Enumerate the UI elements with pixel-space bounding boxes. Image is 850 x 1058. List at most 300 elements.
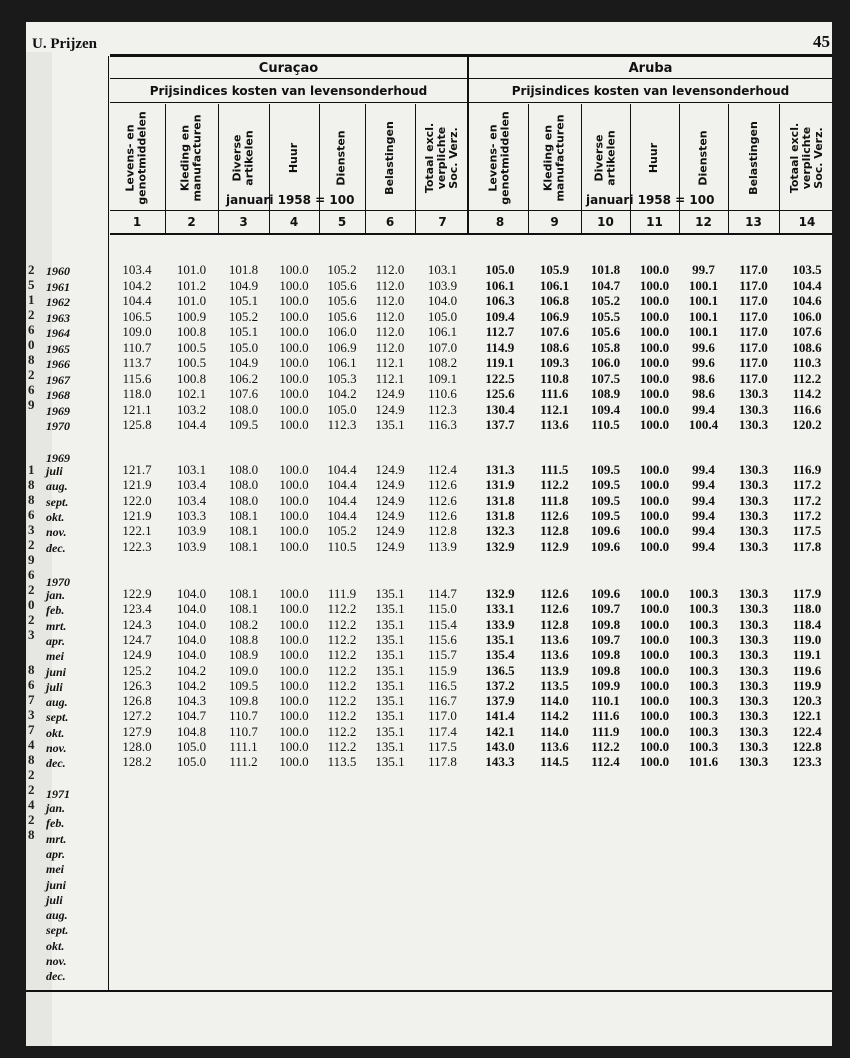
table-cell: 108.9 [590, 386, 621, 401]
column-divider [415, 104, 416, 234]
table-cell: 100.5 [176, 339, 207, 355]
table-cell: 106.0 [792, 308, 822, 324]
table-cell: 108.1 [228, 507, 259, 523]
table-cell: 104.2 [327, 386, 357, 401]
table-cell: 100.0 [639, 693, 670, 709]
table-cell: 105.1 [228, 293, 259, 308]
table-cell: 105.2 [228, 308, 259, 324]
table-cell: 107.0 [427, 339, 458, 355]
table-cell: 100.0 [279, 647, 309, 663]
table-cell: 135.1 [375, 417, 405, 432]
column-header-label: Diensten [696, 130, 710, 186]
table-cell: 126.8 [122, 693, 152, 709]
table-cell: 104.7 [176, 708, 207, 724]
table-cell: 104.0 [176, 647, 207, 663]
table-cell: 99.7 [692, 262, 715, 277]
row-label: 1962 [46, 295, 70, 309]
table-cell: 112.2 [792, 370, 822, 386]
table-cell: 124.9 [122, 647, 152, 663]
table-cell: 107.5 [590, 370, 621, 386]
table-cell: 100.0 [639, 308, 670, 324]
column-number: 7 [438, 215, 447, 229]
table-cell: 98.6 [692, 386, 715, 401]
table-cell: 104.8 [176, 723, 207, 739]
table-cell: 135.1 [375, 677, 405, 693]
table-cell: 99.6 [692, 339, 715, 355]
row-label: mrt. [46, 618, 67, 633]
table-cell: 132.9 [485, 538, 515, 554]
table-cell: 100.4 [688, 417, 719, 432]
table-cell: 124.9 [375, 401, 405, 417]
column-number: 9 [550, 215, 559, 229]
table-cell: 104.7 [590, 277, 621, 293]
table-cell: 109.0 [228, 662, 259, 678]
table-cell: 101.6 [688, 754, 719, 770]
table-cell: 106.9 [539, 308, 570, 324]
row-label: nov. [46, 954, 67, 968]
table-cell: 135.1 [375, 662, 405, 678]
table-cell: 131.8 [485, 507, 515, 523]
table-cell: 130.3 [738, 417, 769, 432]
table-cell: 100.3 [688, 723, 719, 739]
table-cell: 106.1 [485, 277, 515, 293]
table-cell: 113.6 [540, 647, 569, 663]
strip-number: 8 [28, 662, 35, 677]
column-header [635, 104, 675, 212]
table-cell: 102.1 [176, 386, 207, 401]
table-cell: 107.6 [228, 386, 259, 401]
table-cell: 137.2 [485, 677, 515, 693]
table-cell: 100.0 [279, 754, 309, 770]
strip-number: 4 [28, 737, 35, 752]
strip-number: 1 [28, 462, 35, 477]
column-divider [218, 104, 219, 234]
table-cell: 100.0 [639, 662, 670, 678]
table-cell: 109.6 [590, 538, 621, 554]
table-cell: 124.9 [375, 492, 405, 508]
row-label: jan. [46, 801, 66, 815]
table-cell: 105.8 [590, 339, 621, 355]
table-cell: 112.2 [327, 601, 357, 617]
table-cell: 100.0 [279, 477, 309, 493]
table-cell: 104.2 [176, 677, 207, 693]
table-cell: 99.4 [692, 538, 715, 554]
table-cell: 104.0 [176, 631, 207, 647]
table-cell: 100.0 [639, 523, 670, 539]
table-cell: 100.5 [176, 355, 207, 370]
table-cell: 109.8 [590, 647, 621, 663]
table-cell: 104.2 [122, 277, 152, 293]
table-cell: 114.2 [540, 708, 569, 724]
column-header [117, 104, 157, 212]
table-cell: 124.7 [122, 631, 152, 647]
strip-number: 0 [28, 597, 35, 612]
table-cell: 117.8 [792, 538, 822, 554]
table-cell: 100.1 [688, 277, 719, 293]
row-label: okt. [46, 938, 65, 953]
table-cell: 109.6 [590, 586, 621, 601]
table-cell: 110.5 [327, 538, 357, 554]
table-cell: 100.0 [639, 355, 670, 370]
table-cell: 100.0 [639, 324, 670, 339]
table-cell: 100.0 [279, 462, 309, 477]
table-cell: 122.4 [792, 723, 822, 739]
table-cell: 124.9 [375, 507, 405, 523]
table-cell: 112.0 [375, 277, 405, 293]
region-title-curacao: Curaçao [258, 61, 319, 76]
table-cell: 131.3 [485, 462, 515, 477]
row-label: dec. [46, 756, 66, 771]
table-cell: 135.1 [375, 631, 405, 647]
table-cell: 105.0 [176, 754, 207, 770]
table-cell: 113.5 [540, 677, 569, 693]
table-cell: 101.8 [228, 262, 259, 277]
table-cell: 108.1 [228, 523, 259, 539]
table-cell: 117.5 [792, 523, 822, 539]
table-cell: 117.0 [739, 293, 768, 308]
table-cell: 108.6 [539, 339, 570, 355]
subtitle-aruba: Prijsindices kosten van levensonderhoud [511, 84, 790, 98]
table-cell: 135.1 [375, 693, 405, 709]
table-cell: 122.1 [122, 523, 152, 539]
column-number: 6 [385, 215, 395, 229]
table-cell: 100.0 [279, 324, 309, 339]
strip-number: 8 [28, 492, 35, 507]
table-cell: 117.5 [428, 739, 457, 754]
table-cell: 113.7 [122, 355, 152, 370]
column-header [423, 104, 463, 212]
table-cell: 108.0 [228, 477, 259, 493]
table-cell: 116.7 [428, 693, 457, 709]
table-cell: 115.4 [428, 616, 457, 632]
table-cell: 128.2 [122, 754, 152, 770]
table-cell: 135.1 [375, 601, 405, 617]
strip-number: 2 [28, 767, 35, 782]
row-label: okt. [46, 509, 65, 524]
strip-number: 9 [28, 397, 35, 412]
table-cell: 112.2 [327, 677, 357, 693]
table-cell: 100.0 [279, 401, 309, 417]
table-cell: 100.0 [639, 477, 670, 493]
table-cell: 106.1 [327, 355, 357, 370]
table-cell: 109.4 [590, 401, 621, 417]
column-header-label: Levens- en genotmiddelen [487, 111, 513, 205]
table-cell: 130.3 [738, 723, 769, 739]
table-cell: 100.0 [639, 262, 670, 277]
column-header-label: Totaal excl. verplichte Soc. Verz. [788, 122, 825, 194]
row-label: 1969 [46, 451, 70, 465]
strip-number: 2 [28, 367, 35, 382]
table-cell: 113.9 [540, 662, 569, 678]
row-label: nov. [46, 525, 67, 540]
table-cell: 137.9 [485, 693, 515, 709]
page-number: 45 [813, 32, 830, 51]
table-cell: 133.1 [485, 601, 515, 617]
table-cell: 103.9 [176, 538, 207, 554]
table-cell: 130.3 [738, 477, 769, 493]
table-cell: 110.5 [591, 417, 620, 432]
table-cell: 112.2 [327, 616, 357, 632]
table-cell: 104.9 [228, 277, 259, 293]
table-cell: 112.4 [591, 754, 620, 770]
table-cell: 104.4 [327, 507, 357, 523]
table-cell: 112.0 [375, 308, 405, 324]
column-header [172, 104, 212, 212]
table-cell: 105.1 [228, 324, 259, 339]
table-cell: 119.1 [792, 647, 822, 663]
strip-number: 2 [28, 582, 35, 597]
column-header-label: Diverse artikelen [230, 130, 256, 186]
table-cell: 101.8 [590, 262, 621, 277]
table-cell: 106.1 [427, 324, 458, 339]
row-label: 1963 [46, 310, 70, 325]
table-cell: 130.3 [738, 523, 769, 539]
table-cell: 112.1 [375, 355, 405, 370]
table-cell: 117.0 [739, 308, 768, 324]
table-cell: 124.9 [375, 523, 405, 539]
table-cell: 103.4 [176, 477, 207, 493]
table-cell: 100.0 [279, 370, 309, 386]
region-rule [110, 78, 832, 79]
table-cell: 109.9 [590, 677, 621, 693]
table-cell: 100.3 [688, 647, 719, 663]
table-cell: 109.8 [590, 662, 621, 678]
table-cell: 109.8 [590, 616, 621, 632]
table-cell: 105.9 [539, 262, 570, 277]
table-cell: 105.5 [590, 308, 621, 324]
column-header-label: Belastingen [383, 121, 396, 195]
strip-number: 8 [28, 827, 35, 842]
table-cell: 114.2 [792, 386, 822, 401]
table-cell: 112.2 [327, 708, 357, 724]
table-cell: 124.3 [122, 616, 152, 632]
table-cell: 99.4 [692, 492, 715, 508]
table-cell: 112.6 [540, 507, 569, 523]
table-cell: 108.2 [427, 355, 458, 370]
table-cell: 112.2 [327, 739, 357, 754]
table-cell: 109.5 [228, 677, 259, 693]
table-cell: 110.6 [428, 386, 457, 401]
table-cell: 135.1 [375, 586, 405, 601]
table-cell: 117.0 [739, 370, 768, 386]
table-cell: 120.2 [792, 417, 822, 432]
strip-number: 6 [28, 322, 35, 337]
table-cell: 123.3 [792, 754, 822, 770]
strip-number: 5 [28, 277, 35, 292]
table-cell: 100.0 [639, 708, 670, 724]
column-header [535, 104, 575, 212]
table-cell: 108.0 [228, 401, 259, 417]
table-cell: 119.6 [792, 662, 822, 678]
table-cell: 109.5 [590, 492, 621, 508]
table-cell: 121.9 [122, 507, 152, 523]
table-cell: 100.0 [639, 293, 670, 308]
table-cell: 111.1 [229, 739, 258, 754]
row-label: 1971 [46, 787, 70, 801]
table-cell: 100.9 [176, 308, 207, 324]
table-cell: 106.5 [122, 308, 152, 324]
table-cell: 112.2 [327, 723, 357, 739]
table-cell: 100.0 [279, 386, 309, 401]
table-cell: 104.4 [792, 277, 822, 293]
column-divider [365, 104, 366, 234]
table-cell: 135.1 [375, 708, 405, 724]
row-label: 1965 [46, 341, 70, 356]
table-cell: 108.6 [792, 339, 822, 355]
table-cell: 100.0 [639, 339, 670, 355]
table-cell: 123.4 [122, 601, 152, 617]
table-cell: 104.9 [228, 355, 259, 370]
strip-number: 7 [28, 722, 35, 737]
table-cell: 130.3 [738, 647, 769, 663]
table-cell: 105.6 [327, 293, 357, 308]
row-label: sept. [46, 923, 69, 938]
table-cell: 113.6 [540, 739, 569, 754]
table-cell: 125.6 [485, 386, 515, 401]
column-divider [581, 104, 582, 234]
table-cell: 105.0 [427, 308, 458, 324]
table-cell: 130.3 [738, 586, 769, 601]
table-cell: 103.2 [176, 401, 207, 417]
table-cell: 104.4 [327, 477, 357, 493]
table-cell: 130.3 [738, 631, 769, 647]
table-cell: 100.0 [639, 586, 670, 601]
table-cell: 104.0 [176, 586, 207, 601]
table-cell: 100.0 [279, 492, 309, 508]
table-cell: 99.4 [692, 477, 715, 493]
strip-number: 1 [28, 292, 35, 307]
table-cell: 130.3 [738, 538, 769, 554]
table-cell: 100.0 [279, 262, 309, 277]
table-cell: 100.3 [688, 586, 719, 601]
column-number: 11 [646, 215, 663, 229]
table-cell: 124.9 [375, 477, 405, 493]
table-cell: 113.9 [428, 538, 457, 554]
table-cell: 100.8 [176, 324, 207, 339]
table-cell: 114.7 [428, 586, 457, 601]
table-cell: 113.6 [540, 631, 569, 647]
table-cell: 112.6 [428, 507, 457, 523]
row-label: mrt. [46, 831, 67, 846]
table-cell: 109.5 [228, 417, 259, 432]
table-cell: 100.0 [639, 401, 670, 417]
table-cell: 130.3 [738, 507, 769, 523]
table-cell: 100.3 [688, 708, 719, 724]
table-cell: 100.3 [688, 616, 719, 632]
table-cell: 106.2 [228, 370, 259, 386]
table-cell: 100.1 [688, 324, 719, 339]
table-cell: 100.0 [639, 417, 670, 432]
table-cell: 112.8 [428, 523, 457, 539]
table-cell: 130.3 [738, 601, 769, 617]
strip-number: 2 [28, 262, 35, 277]
table-cell: 114.0 [540, 723, 569, 739]
table-cell: 108.0 [228, 462, 259, 477]
column-number: 13 [745, 215, 762, 229]
table-cell: 112.0 [375, 324, 405, 339]
table-cell: 105.0 [485, 262, 515, 277]
strip-number: 8 [28, 352, 35, 367]
row-label: juli [46, 464, 63, 478]
table-cell: 116.9 [792, 462, 822, 477]
table-cell: 125.8 [122, 417, 152, 432]
table-cell: 105.6 [590, 324, 621, 339]
table-cell: 135.1 [375, 616, 405, 632]
table-cell: 117.8 [428, 754, 457, 770]
table-cell: 111.2 [229, 754, 258, 770]
table-cell: 106.3 [485, 293, 515, 308]
row-label: 1960 [46, 264, 70, 278]
table-cell: 100.0 [639, 723, 670, 739]
table-cell: 105.0 [176, 739, 207, 754]
table-cell: 122.0 [122, 492, 152, 508]
row-label: dec. [46, 969, 66, 984]
column-number: 2 [187, 215, 196, 229]
column-header-label: Diverse artikelen [592, 130, 618, 186]
table-cell: 112.6 [540, 586, 569, 601]
table-cell: 121.1 [122, 401, 152, 417]
table-cell: 135.1 [375, 739, 405, 754]
top-rule [110, 54, 832, 57]
column-header-label: Diensten [335, 130, 349, 186]
table-cell: 114.0 [540, 693, 569, 709]
table-cell: 104.4 [122, 293, 152, 308]
table-cell: 108.9 [228, 647, 259, 663]
table-cell: 112.2 [327, 693, 357, 709]
table-cell: 99.4 [692, 462, 715, 477]
table-cell: 99.4 [692, 507, 715, 523]
row-label: 1964 [46, 326, 70, 340]
table-cell: 100.0 [279, 739, 309, 754]
column-number: 14 [798, 215, 816, 229]
table-cell: 122.5 [485, 370, 515, 386]
table-cell: 100.0 [279, 631, 309, 647]
region-divider [467, 56, 469, 234]
table-cell: 105.0 [228, 339, 259, 355]
table-cell: 117.2 [792, 507, 822, 523]
table-cell: 103.3 [176, 507, 207, 523]
table-cell: 104.4 [327, 462, 357, 477]
table-cell: 100.3 [688, 739, 719, 754]
table-cell: 112.3 [428, 401, 457, 417]
table-cell: 133.9 [485, 616, 515, 632]
table-cell: 117.9 [792, 586, 822, 601]
table-cell: 119.0 [792, 631, 822, 647]
table-cell: 117.4 [428, 723, 457, 739]
strip-number: 3 [28, 522, 35, 537]
table-cell: 135.1 [375, 723, 405, 739]
table-cell: 132.9 [485, 586, 515, 601]
row-label: 1969 [46, 403, 70, 418]
row-label: 1966 [46, 357, 70, 371]
table-cell: 100.0 [639, 462, 670, 477]
table-cell: 127.9 [122, 723, 152, 739]
column-divider [728, 104, 729, 234]
table-cell: 100.8 [176, 370, 207, 386]
table-cell: 122.3 [122, 538, 152, 554]
table-cell: 110.7 [229, 708, 258, 724]
column-divider [528, 104, 529, 234]
table-cell: 120.3 [792, 693, 822, 709]
strip-number: 8 [28, 752, 35, 767]
table-cell: 112.6 [428, 477, 457, 493]
row-label: aug. [46, 908, 68, 923]
table-cell: 100.0 [279, 601, 309, 617]
table-cell: 107.6 [792, 324, 822, 339]
table-cell: 104.0 [176, 616, 207, 632]
table-cell: 127.2 [122, 708, 152, 724]
row-label: 1967 [46, 372, 70, 387]
